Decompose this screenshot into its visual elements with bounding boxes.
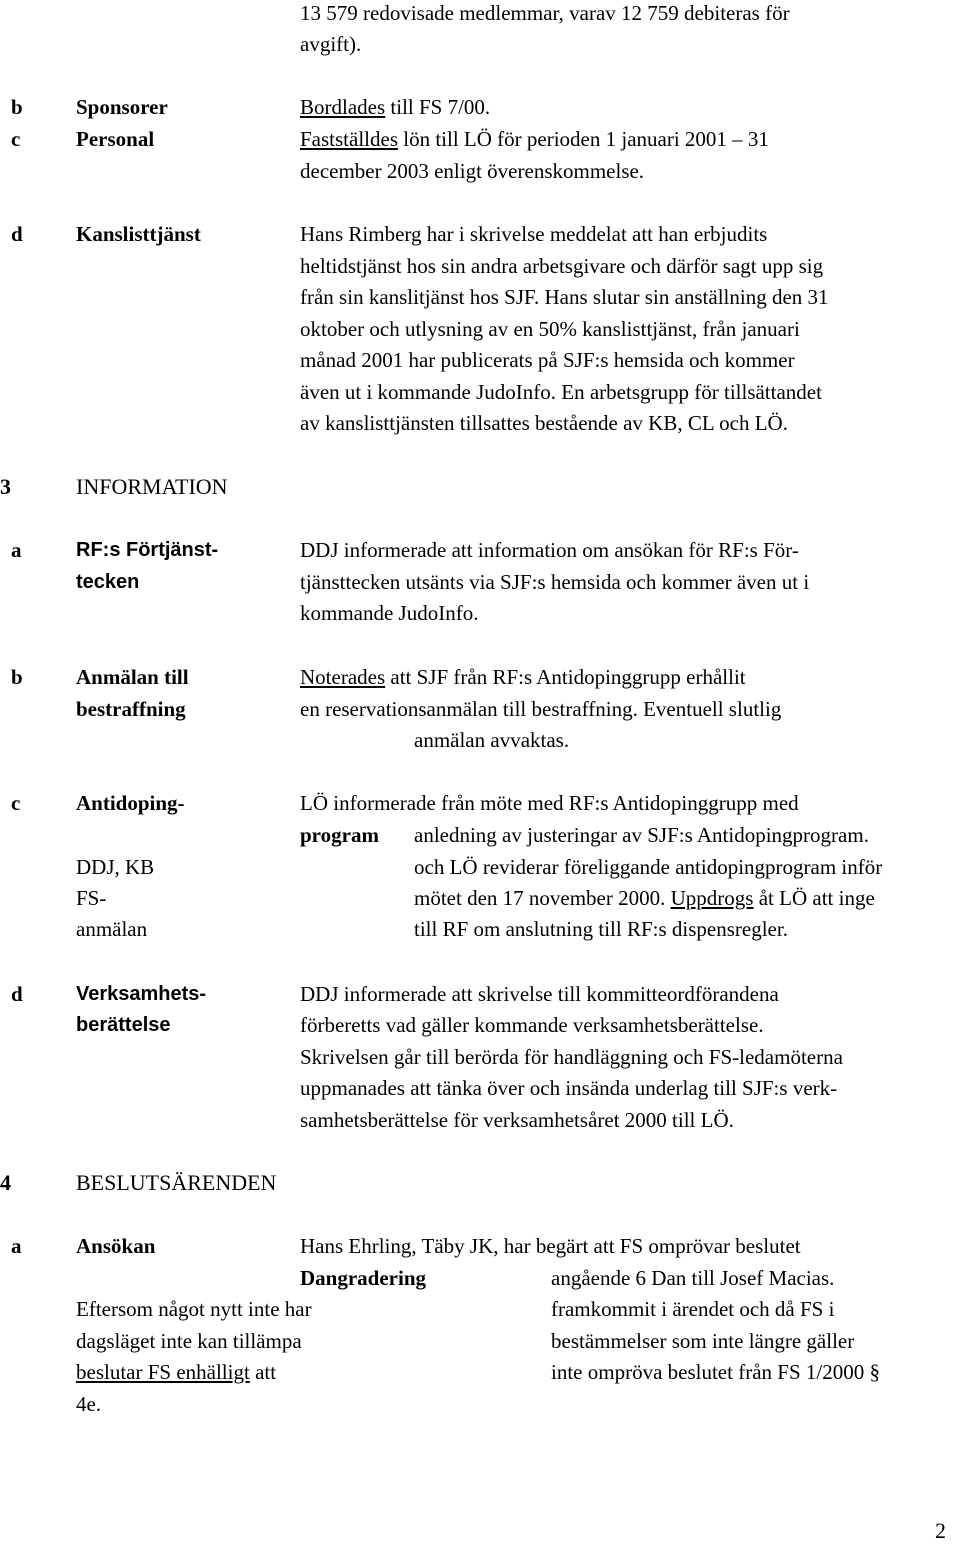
paragraph-line: DDJ informerade att information om ansökan för RF:s För-: [300, 538, 799, 562]
left-column-text: DDJ, KB: [76, 855, 155, 879]
section-title-information: INFORMATION: [76, 474, 228, 499]
item-text-personal: [300, 124, 769, 156]
left-column-text: 4e.: [76, 1392, 102, 1416]
paragraph-line: [414, 883, 875, 915]
item-label-antidoping: Antidoping-: [76, 791, 185, 815]
item-text-sponsorer: [300, 92, 490, 124]
intro-line-1: 13 579 redovisade medlemmar, varav 12 759 debiteras för: [300, 1, 790, 25]
decision-word: Noterades: [300, 665, 386, 689]
item-label-anmalan-till: Anmälan till: [76, 665, 189, 689]
item-letter: d: [11, 222, 23, 246]
decision-word: Uppdrogs: [670, 886, 754, 910]
paragraph-line: DDJ informerade att skrivelse till kommitteordförandena: [300, 982, 779, 1006]
paragraph-line: inte ompröva beslutet från FS 1/2000 §: [551, 1360, 880, 1384]
intro-line-2: avgift).: [300, 32, 362, 56]
paragraph-line: en reservationsanmälan till bestraffning. Eventuell slutlig: [300, 697, 782, 721]
left-column-text: dagsläget inte kan tillämpa: [76, 1329, 302, 1353]
section-title-beslutsarenden: BESLUTSÄRENDEN: [76, 1170, 277, 1195]
paragraph-line: av kanslisttjänsten tillsattes bestående av KB, CL och LÖ.: [300, 411, 788, 435]
paragraph-text: att SJF från RF:s Antidopinggrupp erhållit: [385, 665, 746, 689]
paragraph-line: anledning av justeringar av SJF:s Antidopingprogram.: [414, 823, 869, 847]
item-label-program: program: [300, 823, 379, 847]
item-text-personal-line-2: december 2003 enligt överenskommelse.: [300, 159, 645, 183]
paragraph-line: Skrivelsen går till berörda för handläggning och FS-ledamöterna: [300, 1045, 843, 1069]
item-label-sponsorer: Sponsorer: [76, 95, 168, 119]
left-column-text: Eftersom något nytt inte har: [76, 1297, 312, 1321]
item-letter: b: [11, 95, 23, 119]
item-letter: c: [11, 127, 21, 151]
left-column-text: FS-: [76, 886, 107, 910]
paragraph-line: förberetts vad gäller kommande verksamhetsberättelse.: [300, 1013, 764, 1037]
paragraph-line: månad 2001 har publicerats på SJF:s hemsida och kommer: [300, 348, 795, 372]
item-label-personal: Personal: [76, 127, 155, 151]
item-label-berattelse: berättelse: [76, 1014, 171, 1036]
paragraph-line: till RF om anslutning till RF:s dispensregler.: [414, 917, 788, 941]
decision-word: Fastställdes: [300, 127, 398, 151]
item-letter: b: [11, 665, 23, 689]
left-column-text: [76, 1357, 276, 1389]
item-label-dangradering: Dangradering: [300, 1266, 426, 1290]
paragraph-line: heltidstjänst hos sin andra arbetsgivare och därför sagt upp sig: [300, 254, 824, 278]
paragraph-line: anmälan avvaktas.: [414, 728, 570, 752]
section-number: 4: [0, 1170, 11, 1195]
paragraph-line: kommande JudoInfo.: [300, 601, 479, 625]
item-text-rest: till FS 7/00.: [385, 95, 491, 119]
section-number: 3: [0, 474, 11, 499]
item-label-kanslisttjanst: Kanslisttjänst: [76, 222, 201, 246]
item-letter: c: [11, 791, 21, 815]
item-label-rf-fortjanst: RF:s Förtjänst-: [76, 539, 219, 561]
paragraph-line: [300, 662, 746, 694]
paragraph-line: Hans Rimberg har i skrivelse meddelat att han erbjudits: [300, 222, 768, 246]
paragraph-line: uppmanades att tänka över och insända underlag till SJF:s verk-: [300, 1076, 838, 1100]
item-label-ansokan: Ansökan: [76, 1234, 156, 1258]
paragraph-line: från sin kanslitjänst hos SJF. Hans slutar sin anställning den 31: [300, 285, 829, 309]
paragraph-line: tjänsttecken utsänts via SJF:s hemsida och kommer även ut i: [300, 570, 810, 594]
paragraph-line: även ut i kommande JudoInfo. En arbetsgrupp för tillsättandet: [300, 380, 822, 404]
page-number: 2: [935, 1518, 946, 1543]
paragraph-text: att: [249, 1360, 277, 1384]
item-label-tecken: tecken: [76, 571, 140, 593]
paragraph-line: framkommit i ärendet och då FS i: [551, 1297, 835, 1321]
paragraph-line: bestämmelser som inte längre gäller: [551, 1329, 855, 1353]
paragraph-line: Hans Ehrling, Täby JK, har begärt att FS omprövar beslutet: [300, 1234, 801, 1258]
paragraph-line: LÖ informerade från möte med RF:s Antidopinggrupp med: [300, 791, 799, 815]
item-label-verksamhets: Verksamhets-: [76, 983, 207, 1005]
item-letter: a: [11, 538, 22, 562]
paragraph-text: åt LÖ att inge: [753, 886, 875, 910]
item-letter: d: [11, 982, 23, 1006]
paragraph-text: mötet den 17 november 2000.: [414, 886, 671, 910]
decision-word: Bordlades: [300, 95, 386, 119]
item-label-bestraffning: bestraffning: [76, 697, 186, 721]
left-column-text: anmälan: [76, 917, 148, 941]
paragraph-line: samhetsberättelse för verksamhetsåret 2000 till LÖ.: [300, 1108, 734, 1132]
decision-word: beslutar FS enhälligt: [76, 1360, 250, 1384]
paragraph-line: och LÖ reviderar föreliggande antidopingprogram inför: [414, 855, 883, 879]
paragraph-line: oktober och utlysning av en 50% kanslisttjänst, från januari: [300, 317, 800, 341]
item-letter: a: [11, 1234, 22, 1258]
paragraph-line: angående 6 Dan till Josef Macias.: [551, 1266, 835, 1290]
item-text-rest: lön till LÖ för perioden 1 januari 2001 – 31: [398, 127, 769, 151]
